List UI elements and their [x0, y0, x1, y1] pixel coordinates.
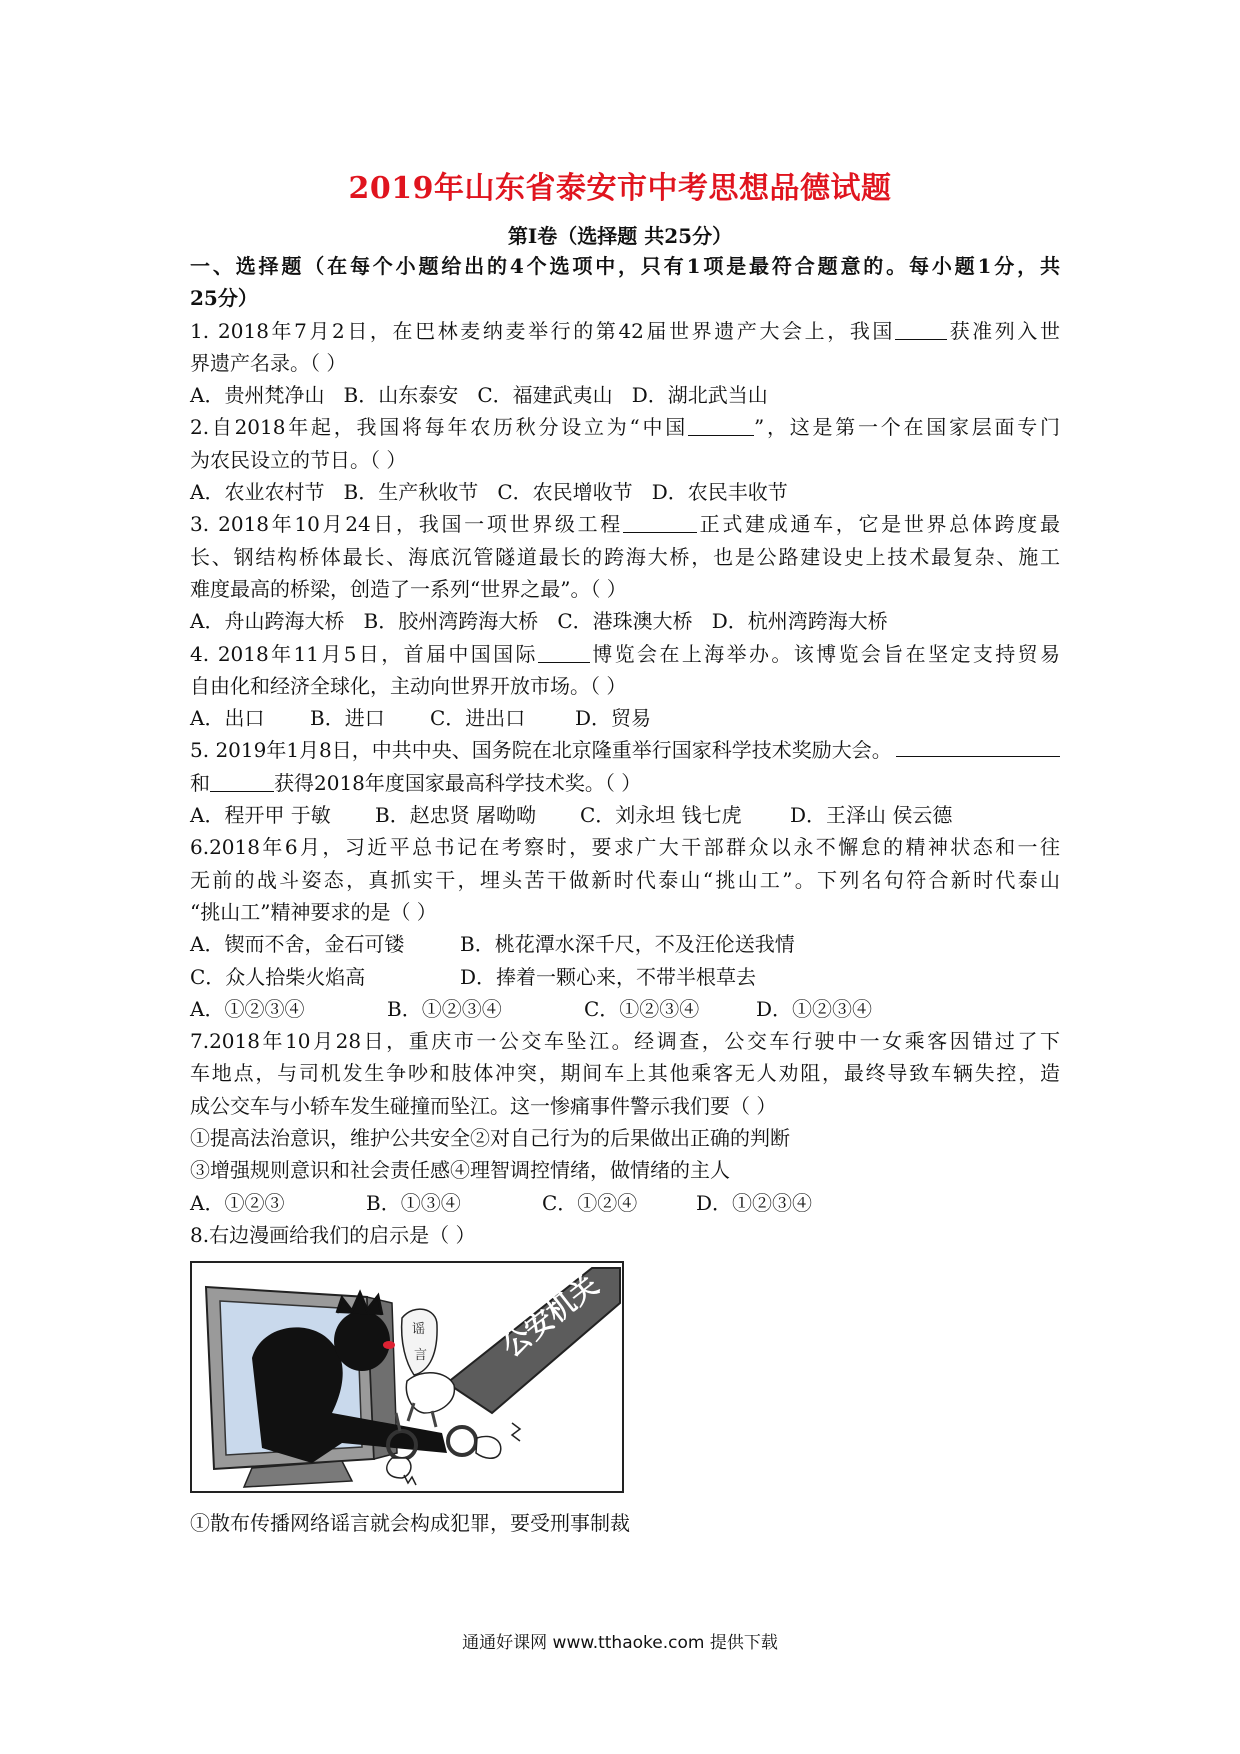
bubble-text-1: 谣 — [412, 1322, 426, 1338]
q5-text-a: 和 — [190, 770, 210, 795]
q2-options — [190, 476, 1060, 508]
q4-option-a: A．出口 — [190, 706, 265, 731]
q6-option-a: A．①②③④ — [190, 996, 305, 1021]
man-right-hand — [476, 1437, 501, 1459]
cartoon-image — [190, 1261, 624, 1493]
q2-text-a: 2.自2018年起，我国将每年农历秋分设立为“中国 — [190, 415, 688, 440]
q3-option-b: B．胶州湾跨海大桥 — [363, 609, 539, 634]
q5-blank-1 — [896, 734, 1060, 757]
q3-blank — [623, 510, 697, 533]
q1-option-a: A．贵州梵净山 — [190, 383, 325, 408]
section-heading: 第Ⅰ卷（选择题 共25分） — [507, 224, 733, 248]
q2-option-c: C．农民增收节 — [497, 480, 633, 505]
q7-item-line2: ③增强规则意识和社会责任感④理智调控情绪，做情绪的主人 — [190, 1158, 730, 1183]
q4-option-c: C．进出口 — [430, 706, 526, 731]
q1-blank — [895, 317, 947, 340]
q3-text-a: 3. 2018年10月24日，我国一项世界级工程 — [190, 512, 623, 537]
q3-option-a: A．舟山跨海大桥 — [190, 609, 345, 634]
q1-text-b: 获准列入世 — [947, 318, 1060, 343]
q5-option-c: C．刘永坦 钱七虎 — [580, 803, 742, 828]
q1-line1 — [190, 315, 1060, 347]
rumor-bubble — [402, 1309, 437, 1375]
q6-item-b: B．桃花潭水深千尺，不及汪伦送我情 — [460, 932, 795, 957]
footer-credit: 通通好课网 www.tthaoke.com 提供下载 — [462, 1633, 778, 1653]
q4-option-d: D．贸易 — [575, 706, 652, 731]
part-heading-line1: 一、选择题（在每个小题给出的4个选项中，只有1项是最符合题意的。每小题1分，共 — [190, 254, 1060, 278]
exam-title: 2019年山东省泰安市中考思想品德试题 — [348, 171, 892, 206]
bubble-text-2: 言 — [414, 1348, 428, 1364]
q7-option-d: D．①②③④ — [696, 1190, 813, 1215]
q4-line1 — [190, 638, 1060, 670]
q2-line1 — [190, 411, 1060, 443]
q1-text-a: 1. 2018年7月2日，在巴林麦纳麦举行的第42届世界遗产大会上，我国 — [190, 318, 896, 343]
q5-option-a: A．程开甲 于敏 — [190, 803, 331, 828]
q5-options — [190, 799, 1060, 831]
q3-line3: 难度最高的桥梁，创造了一系列“世界之最”。（ ） — [190, 576, 627, 601]
q6-line1: 6.2018年6月，习近平总书记在考察时，要求广大干部群众以永不懈怠的精神状态和一往 — [190, 835, 1060, 860]
part-heading-line2: 25分） — [190, 286, 258, 311]
q7-line2: 车地点，与司机发生争吵和肢体冲突，期间车上其他乘客无人劝阻，最终导致车辆失控，造 — [190, 1061, 1060, 1086]
q1-option-c: C．福建武夷山 — [477, 383, 613, 408]
man-head — [334, 1311, 390, 1371]
q4-blank — [538, 640, 590, 663]
q1-line2: 界遗产名录。（ ） — [190, 350, 347, 375]
q6-option-d: D．①②③④ — [756, 996, 873, 1021]
exam-content — [190, 250, 1060, 1540]
q5-line1 — [190, 734, 1060, 766]
q1-options — [190, 379, 1060, 411]
q1-option-d: D．湖北武当山 — [631, 383, 768, 408]
q6-option-b: B．①②③④ — [387, 996, 502, 1021]
q2-option-a: A．农业农村节 — [190, 480, 325, 505]
handcuff-right — [448, 1427, 476, 1455]
q7-line1: 7.2018年10月28日，重庆市一公交车坠江。经调查，公交车行驶中一女乘客因错过了下 — [190, 1029, 1060, 1054]
q2-text-b: ”，这是第一个在国家层面专门 — [753, 415, 1060, 440]
q8-item1: ①散布传播网络谣言就会构成犯罪，要受刑事制裁 — [190, 1511, 630, 1536]
q4-text-a: 4. 2018年11月5日，首届中国国际 — [190, 641, 538, 666]
q6-items-row2 — [190, 961, 1060, 993]
q4-text-b: 博览会在上海举办。该博览会旨在坚定支持贸易 — [589, 641, 1060, 666]
q6-line2: 无前的战斗姿态，真抓实干，埋头苦干做新时代泰山“挑山工”。下列名句符合新时代泰山 — [190, 867, 1060, 892]
q8-line1: 8.右边漫画给我们的启示是（ ） — [190, 1222, 476, 1247]
q2-option-b: B．生产秋收节 — [343, 480, 479, 505]
q3-option-d: D．杭州湾跨海大桥 — [711, 609, 888, 634]
q2-line2: 为农民设立的节日。（ ） — [190, 447, 407, 472]
sleeve-text: 公安机关 — [495, 1268, 605, 1364]
q3-line2: 长、钢结构桥体最长、海底沉管隧道最长的跨海大桥，也是公路建设史上技术最复杂、施工 — [190, 544, 1060, 569]
q5-option-b: B．赵忠贤 屠呦呦 — [375, 803, 537, 828]
q7-option-b: B．①③④ — [366, 1190, 461, 1215]
q6-item-a: A．锲而不舍，金石可镂 — [190, 932, 405, 957]
q2-option-d: D．农民丰收节 — [651, 480, 788, 505]
q5-option-d: D．王泽山 侯云德 — [790, 803, 953, 828]
q6-items-row1 — [190, 928, 1060, 960]
q2-blank — [688, 413, 754, 436]
q4-line2: 自由化和经济全球化，主动向世界开放市场。（ ） — [190, 673, 627, 698]
q4-options — [190, 702, 1060, 734]
q6-item-d: D．捧着一颗心来，不带半根草去 — [460, 964, 757, 989]
man-left-hand — [387, 1458, 411, 1478]
q7-option-a: A．①②③ — [190, 1190, 285, 1215]
cartoon-illustration — [192, 1263, 622, 1491]
q7-line3: 成公交车与小轿车发生碰撞而坠江。这一惨痛事件警示我们要（ ） — [190, 1093, 777, 1118]
q5-text: 5. 2019年1月8日，中共中央、国务院在北京隆重举行国家科学技术奖励大会。 — [190, 738, 892, 763]
q3-options — [190, 605, 1060, 637]
q3-text-b: 正式建成通车，它是世界总体跨度最 — [696, 512, 1060, 537]
q1-option-b: B．山东泰安 — [343, 383, 459, 408]
q7-option-c: C．①②④ — [542, 1190, 638, 1215]
q5-line2 — [190, 767, 1060, 799]
q6-options — [190, 993, 1060, 1025]
q6-line3: “挑山工”精神要求的是（ ） — [190, 899, 437, 924]
q5-blank-2 — [210, 769, 274, 792]
q3-line1 — [190, 508, 1060, 540]
q4-option-b: B．进口 — [310, 706, 385, 731]
q7-item-line1: ①提高法治意识，维护公共安全②对自己行为的后果做出正确的判断 — [190, 1126, 790, 1151]
q7-options — [190, 1187, 1060, 1219]
q6-item-c: C．众人拾柴火焰高 — [190, 964, 366, 989]
q5-text-b: 获得2018年度国家最高科学技术奖。（ ） — [274, 770, 642, 795]
q3-option-c: C．港珠澳大桥 — [557, 609, 693, 634]
q6-option-c: C．①②③④ — [584, 996, 700, 1021]
man-mouth — [383, 1341, 395, 1349]
